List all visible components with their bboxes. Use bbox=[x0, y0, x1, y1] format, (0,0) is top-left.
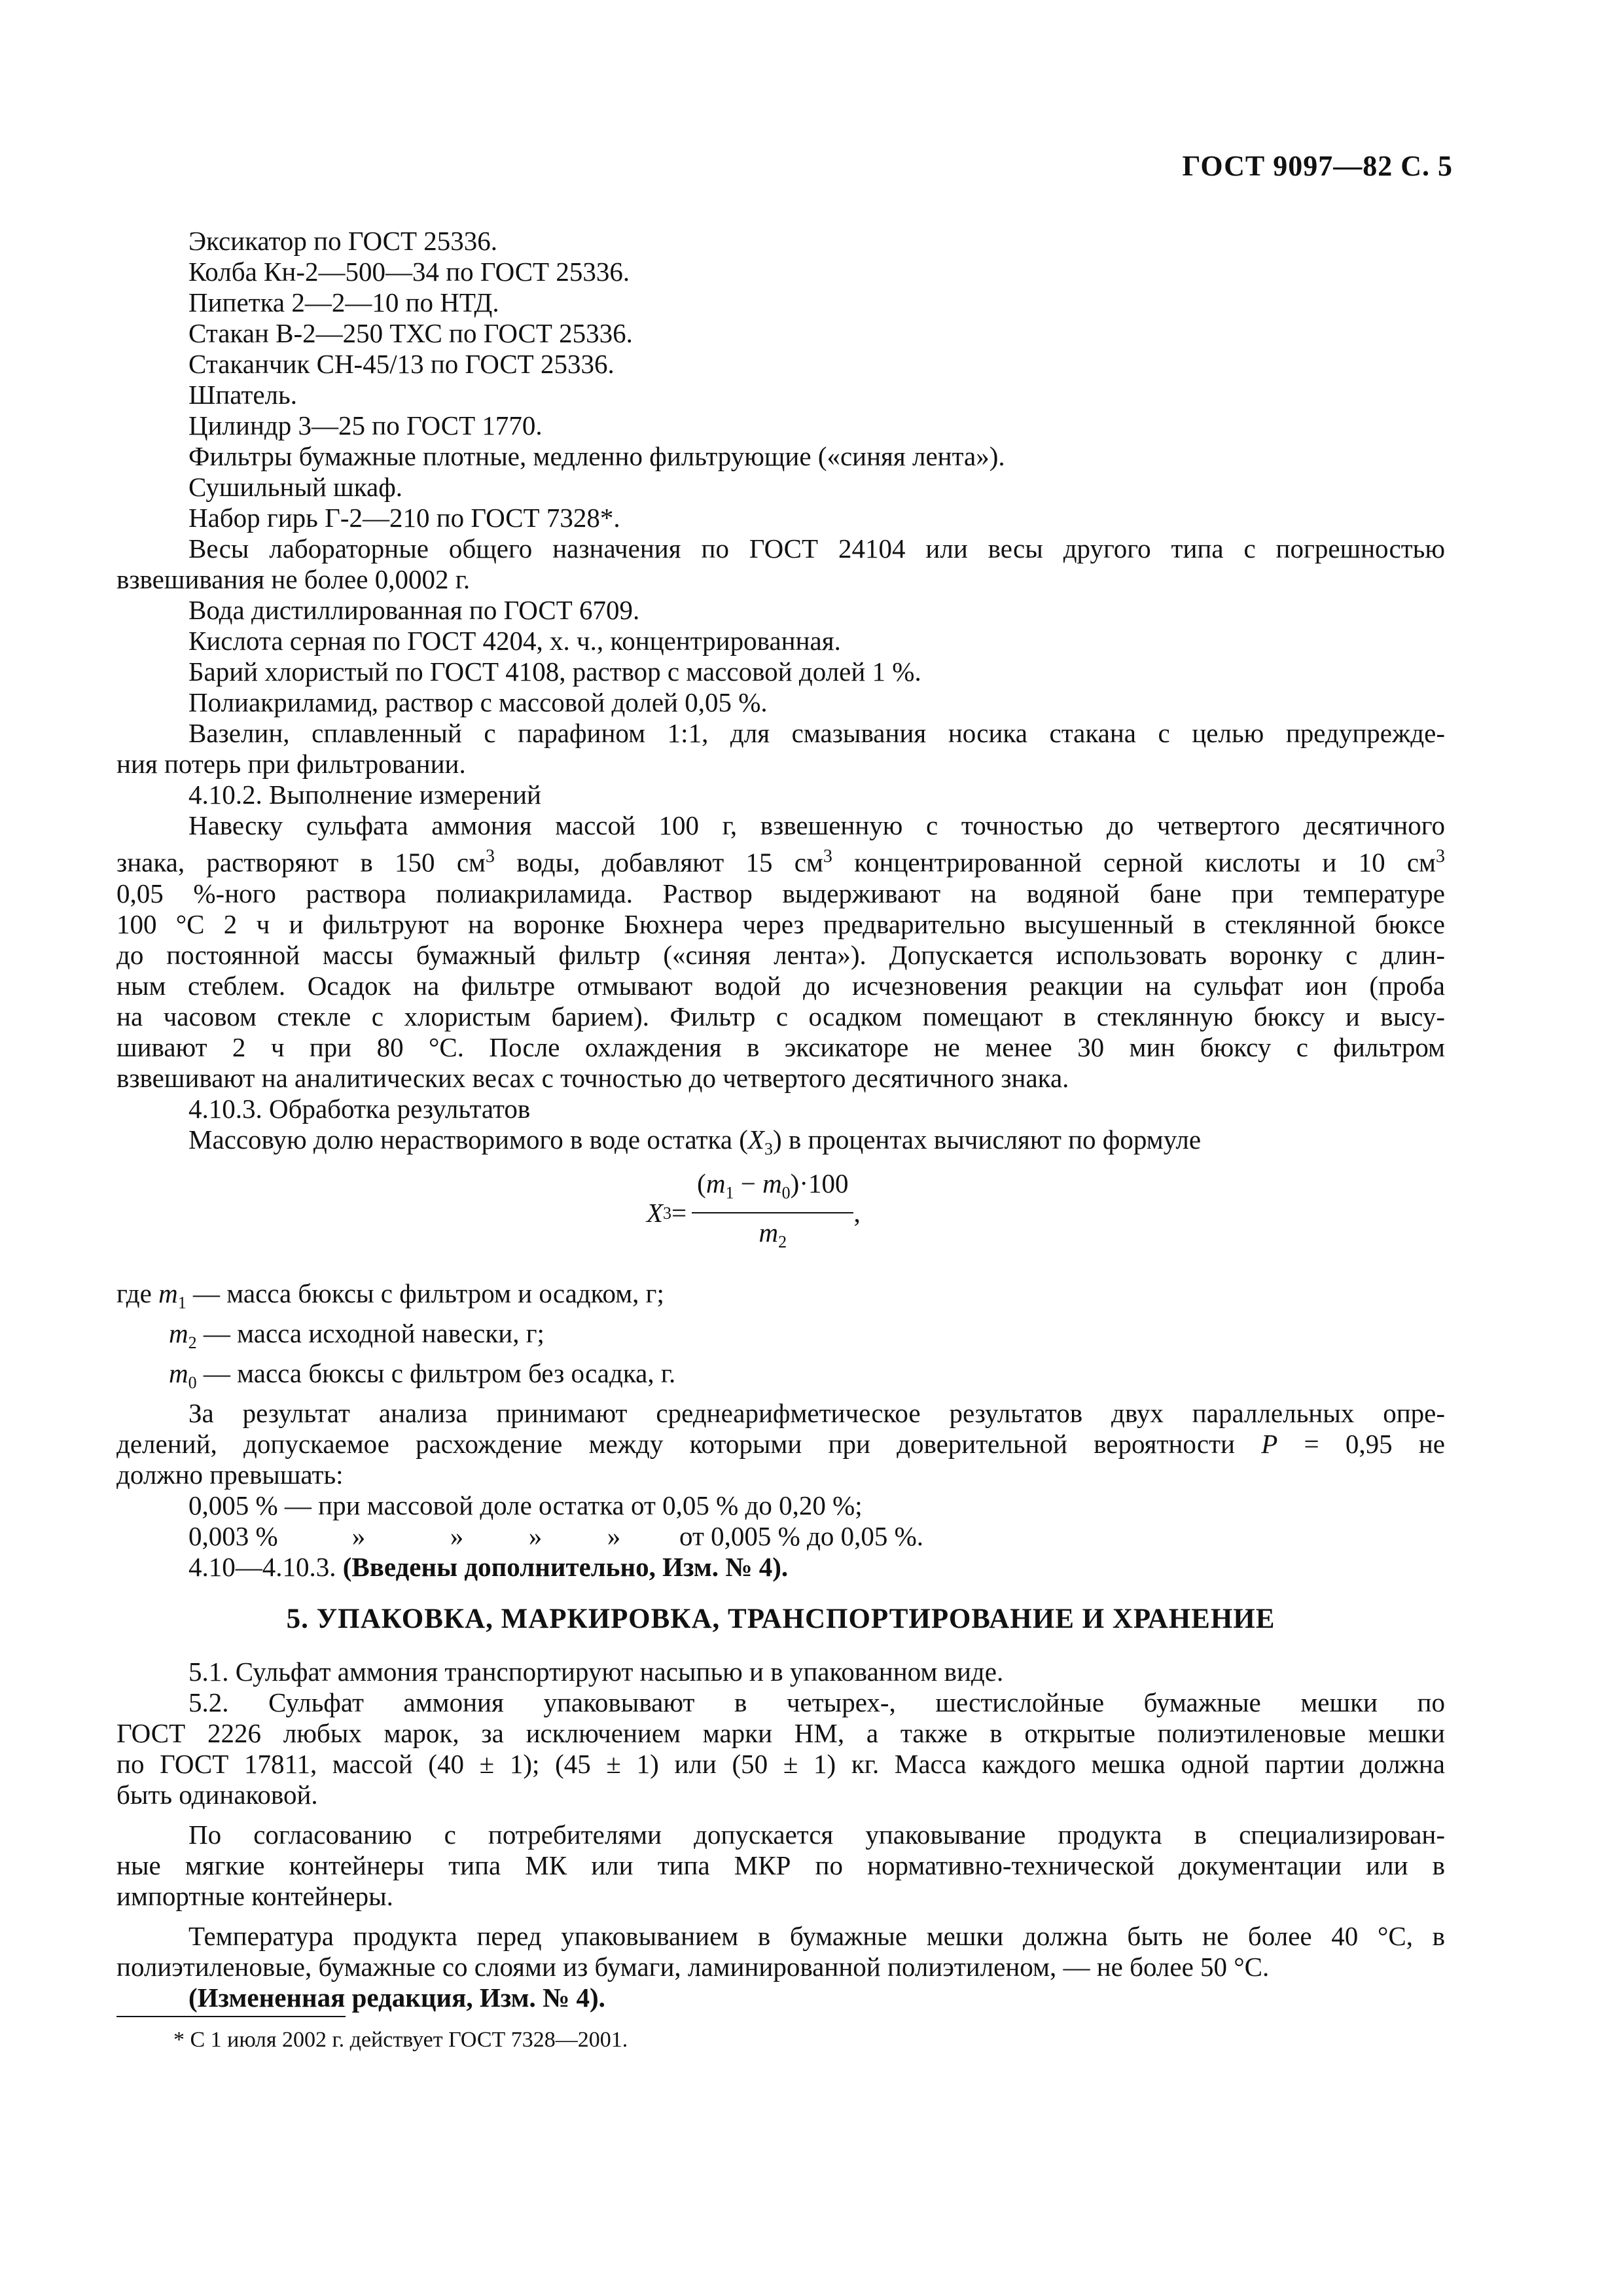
agreement-paragraph: импортные контейнеры. bbox=[116, 1881, 393, 1912]
measure-line bbox=[116, 841, 1445, 878]
tolerance-value: 0,003 % bbox=[188, 1521, 278, 1552]
superscript: 3 bbox=[486, 846, 495, 867]
subscript: 3 bbox=[663, 1203, 672, 1223]
equipment-item: Шпатель. bbox=[188, 380, 297, 410]
tolerance-line: 0,005 % — при массовой доле остатка от 0,05 % до 0,20 %; bbox=[188, 1490, 863, 1521]
variable: m bbox=[705, 1168, 726, 1198]
paragraph-5-2: быть одинаковой. bbox=[116, 1780, 318, 1810]
equipment-item: Цилиндр 3—25 по ГОСТ 1770. bbox=[188, 410, 543, 440]
result-line: должно превышать: bbox=[116, 1460, 344, 1490]
footnote-divider bbox=[116, 2016, 346, 2017]
footnote: * С 1 июля 2002 г. действует ГОСТ 7328—2001. bbox=[173, 2028, 628, 2052]
paren: ( bbox=[697, 1168, 706, 1198]
equipment-item: Эксикатор по ГОСТ 25336. bbox=[188, 226, 498, 256]
scales-line-1: Весы лабораторные общего назначения по ГОСТ 24104 или весы другого типа с погрешностью bbox=[188, 533, 1445, 564]
definition-text: — масса бюксы с фильтром без осадка, г. bbox=[196, 1358, 676, 1389]
formula-intro-text: Массовую долю нерастворимого в воде остатка ( bbox=[188, 1124, 748, 1155]
section-heading-4-10-2: 4.10.2. Выполнение измерений bbox=[188, 780, 541, 810]
result-text: делений, допускаемое расхождение между которыми при доверительной вероятности bbox=[116, 1429, 1262, 1460]
subscript: 1 bbox=[177, 1293, 187, 1313]
subscript: 0 bbox=[188, 1373, 197, 1393]
equals-sign: = bbox=[671, 1197, 687, 1228]
agreement-paragraph: ные мягкие контейнеры типа МК или типа МКР по нормативно-технической документации или в bbox=[116, 1850, 1445, 1881]
subscript: 2 bbox=[188, 1333, 197, 1353]
paragraph-5-1: 5.1. Сульфат аммония транспортируют насыпью и в упакованном виде. bbox=[188, 1657, 1004, 1687]
measure-text: воды, добавляют 15 см bbox=[495, 847, 823, 878]
variable: X bbox=[747, 1124, 764, 1155]
measure-line: ным стеблем. Осадок на фильтре отмывают водой до исчезновения реакции на сульфат ион (проба bbox=[116, 970, 1445, 1001]
denominator bbox=[692, 1212, 853, 1257]
equipment-item: Стаканчик СН-45/13 по ГОСТ 25336. bbox=[188, 349, 615, 379]
measure-line: взвешивают на аналитических весах с точностью до четвертого десятичного знака. bbox=[116, 1062, 1069, 1093]
formula-trailing-comma: , bbox=[853, 1197, 861, 1228]
page-body bbox=[116, 226, 1445, 2013]
result-text: = 0,95 не bbox=[1277, 1429, 1445, 1460]
subscript: 3 bbox=[764, 1139, 773, 1158]
definition-line bbox=[116, 1358, 1445, 1398]
minus-sign: − bbox=[734, 1168, 763, 1198]
section-5-title: 5. УПАКОВКА, МАРКИРОВКА, ТРАНСПОРТИРОВАНИЕ И ХРАНЕНИЕ bbox=[286, 1604, 1275, 1635]
amendment-note bbox=[116, 1552, 1445, 1583]
equipment-list bbox=[116, 226, 1445, 533]
formula-intro bbox=[116, 1124, 1445, 1164]
temperature-paragraph: Температура продукта перед упаковыванием в бумажные мешки должна быть не более 40 °С, в bbox=[188, 1921, 1445, 1952]
measure-line: Навеску сульфата аммония массой 100 г, взвешенную с точностью до четвертого десятичного bbox=[188, 810, 1445, 840]
subscript: 1 bbox=[725, 1183, 734, 1203]
variable: m bbox=[169, 1318, 188, 1349]
variable: m bbox=[762, 1168, 782, 1198]
reagent-item: Полиакриламид, раствор с массовой долей 0,05 %. bbox=[188, 687, 768, 717]
section-heading-4-10-3: 4.10.3. Обработка результатов bbox=[188, 1093, 531, 1124]
superscript: 3 bbox=[1436, 846, 1446, 867]
page-header: ГОСТ 9097—82 С. 5 bbox=[1182, 150, 1453, 182]
measure-text: концентрированной серной кислоты и 10 см bbox=[832, 847, 1436, 878]
formula-intro-text: ) в процентах вычисляют по формуле bbox=[772, 1124, 1202, 1155]
reagent-item: Барий хлористый по ГОСТ 4108, раствор с массовой долей 1 %. bbox=[188, 656, 921, 687]
formula bbox=[647, 1168, 861, 1257]
equipment-item: Сушильный шкаф. bbox=[188, 472, 403, 502]
reagent-item: Кислота серная по ГОСТ 4204, х. ч., концентрированная. bbox=[188, 626, 841, 656]
tolerance-range: от 0,005 % до 0,05 %. bbox=[679, 1521, 924, 1552]
paragraph-5-2: 5.2. Сульфат аммония упаковывают в четырех-, шестислойные бумажные мешки по bbox=[188, 1687, 1445, 1718]
formula-block bbox=[116, 1168, 1445, 1266]
paren: )·100 bbox=[790, 1168, 849, 1198]
numerator bbox=[694, 1168, 851, 1212]
variable: m bbox=[758, 1217, 779, 1248]
measure-line: 0,05 %-ного раствора полиакриламида. Раствор выдерживают на водяной бане при температуре bbox=[116, 878, 1445, 908]
agreement-paragraph: По согласованию с потребителями допускается упаковывание продукта в специализирован- bbox=[188, 1820, 1445, 1850]
fraction bbox=[694, 1168, 851, 1257]
amendment-note: (Измененная редакция, Изм. № 4). bbox=[188, 1982, 605, 2013]
paragraph-5-2: ГОСТ 2226 любых марок, за исключением марки НМ, а также в открытые полиэтиленовые мешки bbox=[116, 1718, 1445, 1749]
equipment-item: Набор гирь Г-2—210 по ГОСТ 7328*. bbox=[188, 503, 620, 533]
definition-text: — масса исходной навески, г; bbox=[196, 1318, 544, 1349]
subscript: 0 bbox=[781, 1183, 791, 1203]
reagent-item: Вода дистиллированная по ГОСТ 6709. bbox=[188, 595, 640, 625]
formula-lhs-var: X bbox=[647, 1197, 664, 1228]
definition-text: — масса бюксы с фильтром и осадком, г; bbox=[186, 1278, 664, 1308]
definition-line bbox=[116, 1278, 1445, 1318]
measure-line: 100 °С 2 ч и фильтруют на воронке Бюхнера через предварительно высушенный в стеклянной бюксе bbox=[116, 908, 1445, 939]
variable: m bbox=[158, 1278, 178, 1308]
variable: P bbox=[1261, 1429, 1278, 1460]
result-line bbox=[116, 1429, 1445, 1460]
amendment-bold: (Введены дополнительно, Изм. № 4). bbox=[342, 1552, 789, 1583]
superscript: 3 bbox=[823, 846, 832, 867]
ditto-mark: » bbox=[351, 1521, 366, 1552]
equipment-item: Пипетка 2—2—10 по НТД. bbox=[188, 287, 499, 317]
ditto-mark: » bbox=[528, 1521, 543, 1552]
result-line: За результат анализа принимают среднеарифметическое результатов двух параллельных опре- bbox=[188, 1398, 1445, 1429]
measure-line: на часовом стекле с хлористым барием). Фильтр с осадком помещают в стеклянную бюксу и высу- bbox=[116, 1001, 1445, 1031]
measure-text: знака, растворяют в 150 см bbox=[116, 847, 486, 878]
measure-line: до постоянной массы бумажный фильтр («синяя лента»). Допускается использовать воронку с длин- bbox=[116, 939, 1445, 970]
equipment-item: Фильтры бумажные плотные, медленно фильтрующие («синяя лента»). bbox=[188, 441, 1005, 471]
definition-line bbox=[116, 1318, 1445, 1358]
measure-line: шивают 2 ч при 80 °С. После охлаждения в эксикаторе не менее 30 мин бюксу с фильтром bbox=[116, 1031, 1445, 1062]
equipment-item: Стакан В-2—250 ТХС по ГОСТ 25336. bbox=[188, 318, 633, 348]
equipment-item: Колба Кн-2—500—34 по ГОСТ 25336. bbox=[188, 257, 630, 287]
subscript: 2 bbox=[778, 1232, 787, 1252]
tolerance-line bbox=[116, 1521, 1445, 1552]
ditto-mark: » bbox=[607, 1521, 621, 1552]
paragraph-5-2: по ГОСТ 17811, массой (40 ± 1); (45 ± 1) или (50 ± 1) кг. Масса каждого мешка одной партии должна bbox=[116, 1749, 1445, 1780]
ditto-mark: » bbox=[450, 1521, 464, 1552]
where-prefix: где bbox=[116, 1278, 159, 1308]
temperature-paragraph: полиэтиленовые, бумажные со слоями из бумаги, ламинированной полиэтиленом, — не более 50 °С. bbox=[116, 1952, 1270, 1982]
vaseline-line-1: Вазелин, сплавленный с парафином 1:1, для смазывания носика стакана с целью предупрежде- bbox=[188, 718, 1445, 748]
vaseline-line-2: ния потерь при фильтровании. bbox=[116, 749, 466, 779]
variable: m bbox=[169, 1358, 188, 1389]
amendment-prefix: 4.10—4.10.3. bbox=[188, 1552, 343, 1583]
scales-line-2: взвешивания не более 0,0002 г. bbox=[116, 564, 471, 594]
